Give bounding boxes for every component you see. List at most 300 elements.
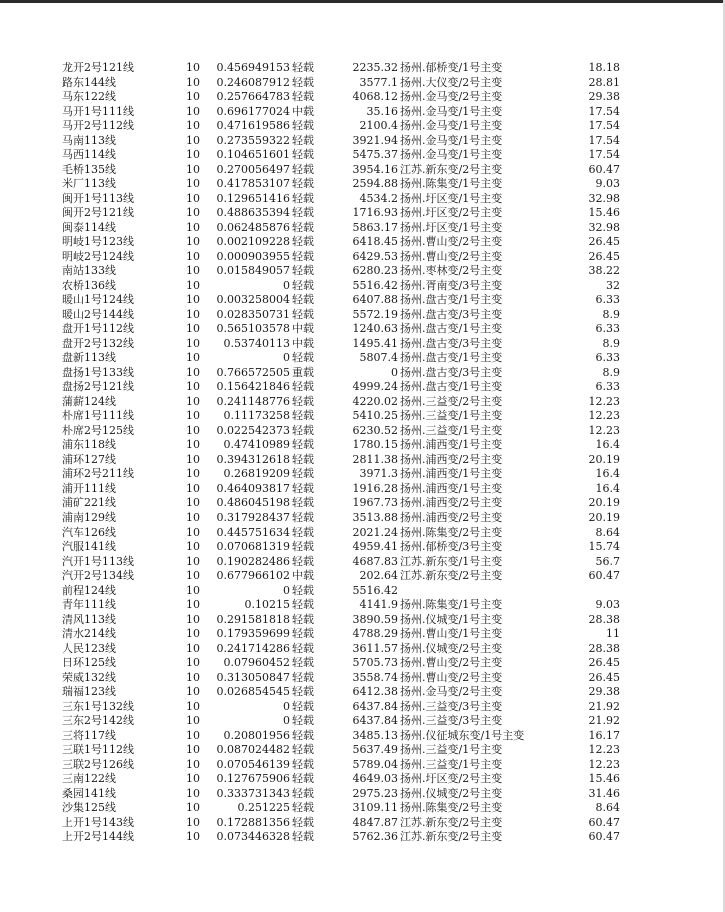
- line-name-cell: 荣威132线: [62, 670, 116, 684]
- voltage-cell: 10: [186, 278, 200, 292]
- voltage-cell: 10: [186, 452, 200, 466]
- substation-cell: 扬州.浦西变/1号主变: [400, 467, 503, 481]
- load-status-cell: 轻载: [292, 525, 314, 539]
- voltage-cell: 10: [186, 641, 200, 655]
- voltage-cell: 10: [186, 830, 200, 844]
- load-ratio-cell: 0.486045198: [216, 496, 290, 510]
- percent-cell: 29.38: [588, 90, 620, 104]
- distance-cell: 6407.88: [352, 293, 398, 307]
- load-status-cell: 中载: [292, 336, 314, 350]
- substation-cell: 扬州.曹山变/1号主变: [400, 627, 503, 641]
- line-name-cell: 上开2号144线: [62, 830, 134, 844]
- voltage-cell: 10: [186, 177, 200, 191]
- load-ratio-cell: 0.073446328: [216, 830, 290, 844]
- substation-cell: 扬州.大仪变/2号主变: [400, 75, 503, 89]
- percent-cell: 21.92: [588, 714, 620, 728]
- substation-cell: 扬州.陈集变/2号主变: [400, 801, 503, 815]
- distance-cell: 2594.88: [352, 177, 398, 191]
- load-status-cell: 轻载: [292, 293, 314, 307]
- load-ratio-cell: 0.000903955: [216, 249, 290, 263]
- line-name-cell: 浦开111线: [62, 481, 116, 495]
- line-name-cell: 浦环2号211线: [62, 467, 134, 481]
- substation-cell: 扬州.郁桥变/1号主变: [400, 61, 503, 74]
- distance-cell: 6280.23: [352, 264, 398, 278]
- distance-cell: 1240.63: [352, 322, 398, 336]
- substation-cell: 扬州.三益变/1号主变: [400, 423, 503, 437]
- load-status-cell: 轻载: [292, 438, 314, 452]
- load-status-cell: 轻载: [292, 264, 314, 278]
- voltage-cell: 10: [186, 699, 200, 713]
- percent-cell: 6.33: [595, 380, 620, 394]
- substation-cell: 江苏.新东变/2号主变: [400, 830, 503, 844]
- line-name-cell: 浦矿221线: [62, 496, 116, 510]
- load-ratio-cell: 0.022542373: [216, 423, 290, 437]
- load-ratio-cell: 0.766572505: [216, 365, 290, 379]
- substation-cell: 扬州.圩区变/2号主变: [400, 772, 503, 786]
- substation-cell: 扬州.盘古变/3号主变: [400, 307, 503, 321]
- distance-cell: 6429.53: [352, 249, 398, 263]
- line-name-cell: 农桥136线: [62, 278, 116, 292]
- substation-cell: 扬州.曹山变/2号主变: [400, 656, 503, 670]
- distance-cell: 3954.16: [352, 162, 398, 176]
- voltage-cell: 10: [186, 670, 200, 684]
- load-status-cell: 轻载: [292, 351, 314, 365]
- percent-cell: 12.23: [588, 743, 620, 757]
- substation-cell: 扬州.盘古变/1号主变: [400, 380, 503, 394]
- line-name-cell: 朴席1号111线: [62, 409, 134, 423]
- substation-cell: 江苏.新东变/2号主变: [400, 815, 503, 829]
- substation-cell: 扬州.曹山变/2号主变: [400, 249, 503, 263]
- load-ratio-cell: 0: [283, 583, 290, 597]
- load-status-cell: 轻载: [292, 481, 314, 495]
- load-status-cell: 轻载: [292, 162, 314, 176]
- percent-cell: 15.46: [588, 772, 620, 786]
- voltage-cell: 10: [186, 583, 200, 597]
- line-name-cell: 暖山2号144线: [62, 307, 134, 321]
- load-status-cell: 轻载: [292, 307, 314, 321]
- substation-cell: 扬州.盘古变/1号主变: [400, 322, 503, 336]
- load-ratio-cell: 0.241148776: [216, 394, 290, 408]
- load-status-cell: 轻载: [292, 510, 314, 524]
- line-name-cell: 闽开1号113线: [62, 191, 134, 205]
- load-status-cell: 轻载: [292, 685, 314, 699]
- load-status-cell: 轻载: [292, 235, 314, 249]
- load-ratio-cell: 0.087024482: [216, 743, 290, 757]
- distance-cell: 5410.25: [352, 409, 398, 423]
- load-ratio-cell: 0.417853107: [216, 177, 290, 191]
- load-ratio-cell: 0.696177024: [216, 104, 290, 118]
- substation-cell: 扬州.浦西变/1号主变: [400, 438, 503, 452]
- voltage-cell: 10: [186, 815, 200, 829]
- load-ratio-cell: 0.10215: [244, 598, 290, 612]
- voltage-cell: 10: [186, 351, 200, 365]
- load-status-cell: 轻载: [292, 177, 314, 191]
- voltage-cell: 10: [186, 293, 200, 307]
- load-ratio-cell: 0.026854545: [216, 685, 290, 699]
- distance-cell: 4687.83: [352, 554, 398, 568]
- load-status-cell: 轻载: [292, 119, 314, 133]
- distance-cell: 35.16: [366, 104, 398, 118]
- voltage-cell: 10: [186, 598, 200, 612]
- distance-cell: 2021.24: [352, 525, 398, 539]
- voltage-cell: 10: [186, 801, 200, 815]
- line-name-cell: 前程124线: [62, 583, 116, 597]
- substation-cell: 江苏.新东变/2号主变: [400, 569, 503, 583]
- percent-cell: 17.54: [588, 104, 620, 118]
- load-ratio-cell: 0.26819209: [223, 467, 290, 481]
- substation-cell: 扬州.三益变/1号主变: [400, 743, 503, 757]
- line-name-cell: 清风113线: [62, 612, 116, 626]
- load-ratio-cell: 0.677966102: [216, 569, 290, 583]
- distance-cell: 2100.4: [359, 119, 398, 133]
- substation-cell: 扬州.曹山变/2号主变: [400, 235, 503, 249]
- line-name-cell: 马西114线: [62, 148, 116, 162]
- substation-cell: 扬州.金马变/1号主变: [400, 119, 503, 133]
- voltage-cell: 10: [186, 307, 200, 321]
- load-ratio-cell: 0.257664783: [216, 90, 290, 104]
- load-status-cell: 轻载: [292, 714, 314, 728]
- percent-cell: 26.45: [588, 656, 620, 670]
- load-ratio-cell: 0.11173258: [223, 409, 290, 423]
- substation-cell: 扬州.金马变/1号主变: [400, 148, 503, 162]
- distance-cell: 5807.4: [359, 351, 398, 365]
- percent-cell: 8.9: [602, 307, 620, 321]
- percent-cell: 20.19: [588, 496, 620, 510]
- percent-cell: 8.64: [595, 525, 620, 539]
- distance-cell: 5789.04: [352, 757, 398, 771]
- load-status-cell: 轻载: [292, 830, 314, 844]
- load-status-cell: 轻载: [292, 627, 314, 641]
- distance-cell: 1780.15: [352, 438, 398, 452]
- load-status-cell: 轻载: [292, 786, 314, 800]
- substation-cell: 江苏.新东变/1号主变: [400, 554, 503, 568]
- line-name-cell: 汽车126线: [62, 525, 116, 539]
- distance-cell: 5516.42: [352, 278, 398, 292]
- percent-cell: 16.4: [595, 467, 620, 481]
- load-status-cell: 轻载: [292, 278, 314, 292]
- percent-cell: 12.23: [588, 409, 620, 423]
- voltage-cell: 10: [186, 162, 200, 176]
- line-name-cell: 汽开1号113线: [62, 554, 134, 568]
- line-name-cell: 盘开2号132线: [62, 336, 134, 350]
- load-ratio-cell: 0.002109228: [216, 235, 290, 249]
- distance-cell: 3513.88: [352, 510, 398, 524]
- voltage-cell: 10: [186, 786, 200, 800]
- load-status-cell: 轻载: [292, 583, 314, 597]
- line-name-cell: 朴席2号125线: [62, 423, 134, 437]
- line-name-cell: 桑园141线: [62, 786, 116, 800]
- distance-cell: 3890.59: [352, 612, 398, 626]
- substation-cell: 扬州.仪征城东变/1号主变: [400, 728, 525, 742]
- substation-cell: 扬州.三益变/3号主变: [400, 714, 503, 728]
- load-status-cell: 轻载: [292, 452, 314, 466]
- percent-cell: 9.03: [595, 177, 620, 191]
- load-ratio-cell: 0.070546139: [216, 757, 290, 771]
- load-status-cell: 轻载: [292, 61, 314, 74]
- load-ratio-cell: 0.241714286: [216, 641, 290, 655]
- percent-cell: 26.45: [588, 670, 620, 684]
- voltage-cell: 10: [186, 496, 200, 510]
- percent-cell: 8.9: [602, 336, 620, 350]
- percent-cell: 17.54: [588, 119, 620, 133]
- load-status-cell: 中载: [292, 104, 314, 118]
- voltage-cell: 10: [186, 90, 200, 104]
- distance-cell: 4068.12: [352, 90, 398, 104]
- line-name-cell: 盘扬1号133线: [62, 365, 134, 379]
- substation-cell: 扬州.曹山变/2号主变: [400, 670, 503, 684]
- substation-cell: 扬州.金马变/1号主变: [400, 133, 503, 147]
- line-name-cell: 汽服141线: [62, 540, 116, 554]
- percent-cell: 26.45: [588, 249, 620, 263]
- percent-cell: 16.17: [588, 728, 620, 742]
- voltage-cell: 10: [186, 61, 200, 74]
- load-ratio-cell: 0.291581818: [216, 612, 290, 626]
- voltage-cell: 10: [186, 685, 200, 699]
- substation-cell: 扬州.浦西变/1号主变: [400, 481, 503, 495]
- distance-cell: 5705.73: [352, 656, 398, 670]
- voltage-cell: 10: [186, 438, 200, 452]
- substation-cell: 江苏.新东变/2号主变: [400, 162, 503, 176]
- voltage-cell: 10: [186, 757, 200, 771]
- load-ratio-cell: 0.07960452: [223, 656, 290, 670]
- substation-cell: 扬州.金马变/1号主变: [400, 104, 503, 118]
- distance-cell: 202.64: [359, 569, 398, 583]
- distance-cell: 2811.38: [352, 452, 398, 466]
- load-ratio-cell: 0.464093817: [216, 481, 290, 495]
- substation-cell: 扬州.枣林变/2号主变: [400, 264, 503, 278]
- voltage-cell: 10: [186, 743, 200, 757]
- load-status-cell: 轻载: [292, 699, 314, 713]
- distance-cell: 2235.32: [352, 61, 398, 74]
- distance-cell: 5475.37: [352, 148, 398, 162]
- percent-cell: 17.54: [588, 133, 620, 147]
- substation-cell: 扬州.仪城变/2号主变: [400, 786, 503, 800]
- line-name-cell: 三联2号126线: [62, 757, 134, 771]
- line-name-cell: 马开2号112线: [62, 119, 134, 133]
- distance-cell: 4141.9: [359, 598, 398, 612]
- line-name-cell: 三东1号132线: [62, 699, 134, 713]
- load-ratio-cell: 0.246087912: [216, 75, 290, 89]
- percent-cell: 12.23: [588, 394, 620, 408]
- distance-cell: 5863.17: [352, 220, 398, 234]
- line-name-cell: 米厂113线: [62, 177, 116, 191]
- load-ratio-cell: 0.313050847: [216, 670, 290, 684]
- voltage-cell: 10: [186, 206, 200, 220]
- load-status-cell: 轻载: [292, 496, 314, 510]
- voltage-cell: 10: [186, 423, 200, 437]
- percent-cell: 38.22: [588, 264, 620, 278]
- substation-cell: 扬州.郁桥变/3号主变: [400, 540, 503, 554]
- distance-cell: 6437.84: [352, 699, 398, 713]
- percent-cell: 12.23: [588, 423, 620, 437]
- percent-cell: 9.03: [595, 598, 620, 612]
- load-ratio-cell: 0.062485876: [216, 220, 290, 234]
- load-ratio-cell: 0.333731343: [216, 786, 290, 800]
- line-name-cell: 汽开2号134线: [62, 569, 134, 583]
- distance-cell: 5637.49: [352, 743, 398, 757]
- distance-cell: 4788.29: [352, 627, 398, 641]
- line-name-cell: 沙集125线: [62, 801, 116, 815]
- distance-cell: 3577.1: [359, 75, 398, 89]
- load-status-cell: 轻载: [292, 148, 314, 162]
- voltage-cell: 10: [186, 264, 200, 278]
- percent-cell: 60.47: [588, 830, 620, 844]
- line-name-cell: 三将117线: [62, 728, 116, 742]
- substation-cell: 扬州.三益变/3号主变: [400, 699, 503, 713]
- percent-cell: 8.64: [595, 801, 620, 815]
- voltage-cell: 10: [186, 365, 200, 379]
- line-name-cell: 三联1号112线: [62, 743, 134, 757]
- distance-cell: 6230.52: [352, 423, 398, 437]
- voltage-cell: 10: [186, 148, 200, 162]
- load-ratio-cell: 0.565103578: [216, 322, 290, 336]
- substation-cell: 扬州.浦西变/2号主变: [400, 452, 503, 466]
- load-status-cell: 轻载: [292, 757, 314, 771]
- line-name-cell: 蒲薪124线: [62, 394, 116, 408]
- distance-cell: 4220.02: [352, 394, 398, 408]
- distance-cell: 4959.41: [352, 540, 398, 554]
- substation-cell: 扬州.盘古变/3号主变: [400, 336, 503, 350]
- load-ratio-cell: 0.488635394: [216, 206, 290, 220]
- voltage-cell: 10: [186, 569, 200, 583]
- line-name-cell: 马南113线: [62, 133, 116, 147]
- load-status-cell: 轻载: [292, 423, 314, 437]
- voltage-cell: 10: [186, 75, 200, 89]
- line-name-cell: 闽开2号121线: [62, 206, 134, 220]
- load-status-cell: 轻载: [292, 612, 314, 626]
- percent-cell: 26.45: [588, 235, 620, 249]
- load-status-cell: 重载: [292, 365, 314, 379]
- load-status-cell: 轻载: [292, 772, 314, 786]
- distance-cell: 3921.94: [352, 133, 398, 147]
- voltage-cell: 10: [186, 249, 200, 263]
- line-name-cell: 毛桥135线: [62, 162, 116, 176]
- line-name-cell: 浦环127线: [62, 452, 116, 466]
- percent-cell: 12.23: [588, 757, 620, 771]
- percent-cell: 29.38: [588, 685, 620, 699]
- percent-cell: 28.81: [588, 75, 620, 89]
- line-name-cell: 盘新113线: [62, 351, 116, 365]
- load-status-cell: 轻载: [292, 540, 314, 554]
- line-name-cell: 盘扬2号121线: [62, 380, 134, 394]
- line-name-cell: 盘开1号112线: [62, 322, 134, 336]
- voltage-cell: 10: [186, 235, 200, 249]
- voltage-cell: 10: [186, 510, 200, 524]
- percent-cell: 17.54: [588, 148, 620, 162]
- load-ratio-cell: 0: [283, 714, 290, 728]
- load-status-cell: 轻载: [292, 90, 314, 104]
- percent-cell: 32.98: [588, 191, 620, 205]
- load-ratio-cell: 0.20801956: [223, 728, 290, 742]
- percent-cell: 32.98: [588, 220, 620, 234]
- voltage-cell: 10: [186, 525, 200, 539]
- voltage-cell: 10: [186, 220, 200, 234]
- substation-cell: 扬州.盘古变/1号主变: [400, 293, 503, 307]
- substation-cell: 扬州.陈集变/1号主变: [400, 598, 503, 612]
- load-ratio-cell: 0.273559322: [216, 133, 290, 147]
- load-status-cell: 轻载: [292, 220, 314, 234]
- load-status-cell: 轻载: [292, 815, 314, 829]
- line-name-cell: 浦南129线: [62, 510, 116, 524]
- load-status-cell: 轻载: [292, 75, 314, 89]
- distance-cell: 6418.45: [352, 235, 398, 249]
- line-name-cell: 浦东118线: [62, 438, 116, 452]
- load-status-cell: 中载: [292, 569, 314, 583]
- load-status-cell: 轻载: [292, 743, 314, 757]
- voltage-cell: 10: [186, 656, 200, 670]
- line-name-cell: 闽泰114线: [62, 220, 116, 234]
- percent-cell: 28.38: [588, 641, 620, 655]
- load-ratio-cell: 0.47410989: [223, 438, 290, 452]
- distance-cell: 2975.23: [352, 786, 398, 800]
- distance-cell: 5572.19: [352, 307, 398, 321]
- load-status-cell: 轻载: [292, 598, 314, 612]
- line-name-cell: 日环125线: [62, 656, 116, 670]
- voltage-cell: 10: [186, 554, 200, 568]
- voltage-cell: 10: [186, 612, 200, 626]
- load-ratio-cell: 0.104651601: [216, 148, 290, 162]
- load-ratio-cell: 0.251225: [237, 801, 290, 815]
- load-ratio-cell: 0.070681319: [216, 540, 290, 554]
- line-name-cell: 三东2号142线: [62, 714, 134, 728]
- load-status-cell: 轻载: [292, 670, 314, 684]
- line-name-cell: 路东144线: [62, 75, 116, 89]
- distance-cell: 6412.38: [352, 685, 398, 699]
- load-ratio-cell: 0.129651416: [216, 191, 290, 205]
- distance-cell: 3485.13: [352, 728, 398, 742]
- load-ratio-cell: 0.270056497: [216, 162, 290, 176]
- substation-cell: 扬州.盘古变/3号主变: [400, 365, 503, 379]
- load-ratio-cell: 0: [283, 699, 290, 713]
- percent-cell: 28.38: [588, 612, 620, 626]
- load-status-cell: 轻载: [292, 641, 314, 655]
- substation-cell: 扬州.浦西变/2号主变: [400, 510, 503, 524]
- load-ratio-cell: 0.445751634: [216, 525, 290, 539]
- distance-cell: 3611.57: [352, 641, 398, 655]
- voltage-cell: 10: [186, 714, 200, 728]
- distance-cell: 0: [391, 365, 398, 379]
- percent-cell: 60.47: [588, 162, 620, 176]
- voltage-cell: 10: [186, 467, 200, 481]
- load-status-cell: 轻载: [292, 801, 314, 815]
- line-name-cell: 清水214线: [62, 627, 116, 641]
- percent-cell: 20.19: [588, 452, 620, 466]
- line-name-cell: 马开1号111线: [62, 104, 134, 118]
- load-status-cell: 轻载: [292, 409, 314, 423]
- line-name-cell: 青年111线: [62, 598, 116, 612]
- load-status-cell: 轻载: [292, 206, 314, 220]
- distance-cell: 4847.87: [352, 815, 398, 829]
- distance-cell: 1916.28: [352, 481, 398, 495]
- voltage-cell: 10: [186, 394, 200, 408]
- percent-cell: 15.74: [588, 540, 620, 554]
- percent-cell: 56.7: [595, 554, 620, 568]
- percent-cell: 6.33: [595, 322, 620, 336]
- percent-cell: 6.33: [595, 293, 620, 307]
- load-status-cell: 轻载: [292, 191, 314, 205]
- substation-cell: 扬州.圩区变/1号主变: [400, 220, 503, 234]
- load-ratio-cell: 0.156421846: [216, 380, 290, 394]
- substation-cell: 扬州.仪城变/1号主变: [400, 612, 503, 626]
- load-ratio-cell: 0.003258004: [216, 293, 290, 307]
- load-status-cell: 轻载: [292, 554, 314, 568]
- percent-cell: 21.92: [588, 699, 620, 713]
- voltage-cell: 10: [186, 119, 200, 133]
- substation-cell: 扬州.三益变/1号主变: [400, 409, 503, 423]
- line-name-cell: 瑞福123线: [62, 685, 116, 699]
- substation-cell: 扬州.三益变/1号主变: [400, 757, 503, 771]
- load-ratio-cell: 0.471619586: [216, 119, 290, 133]
